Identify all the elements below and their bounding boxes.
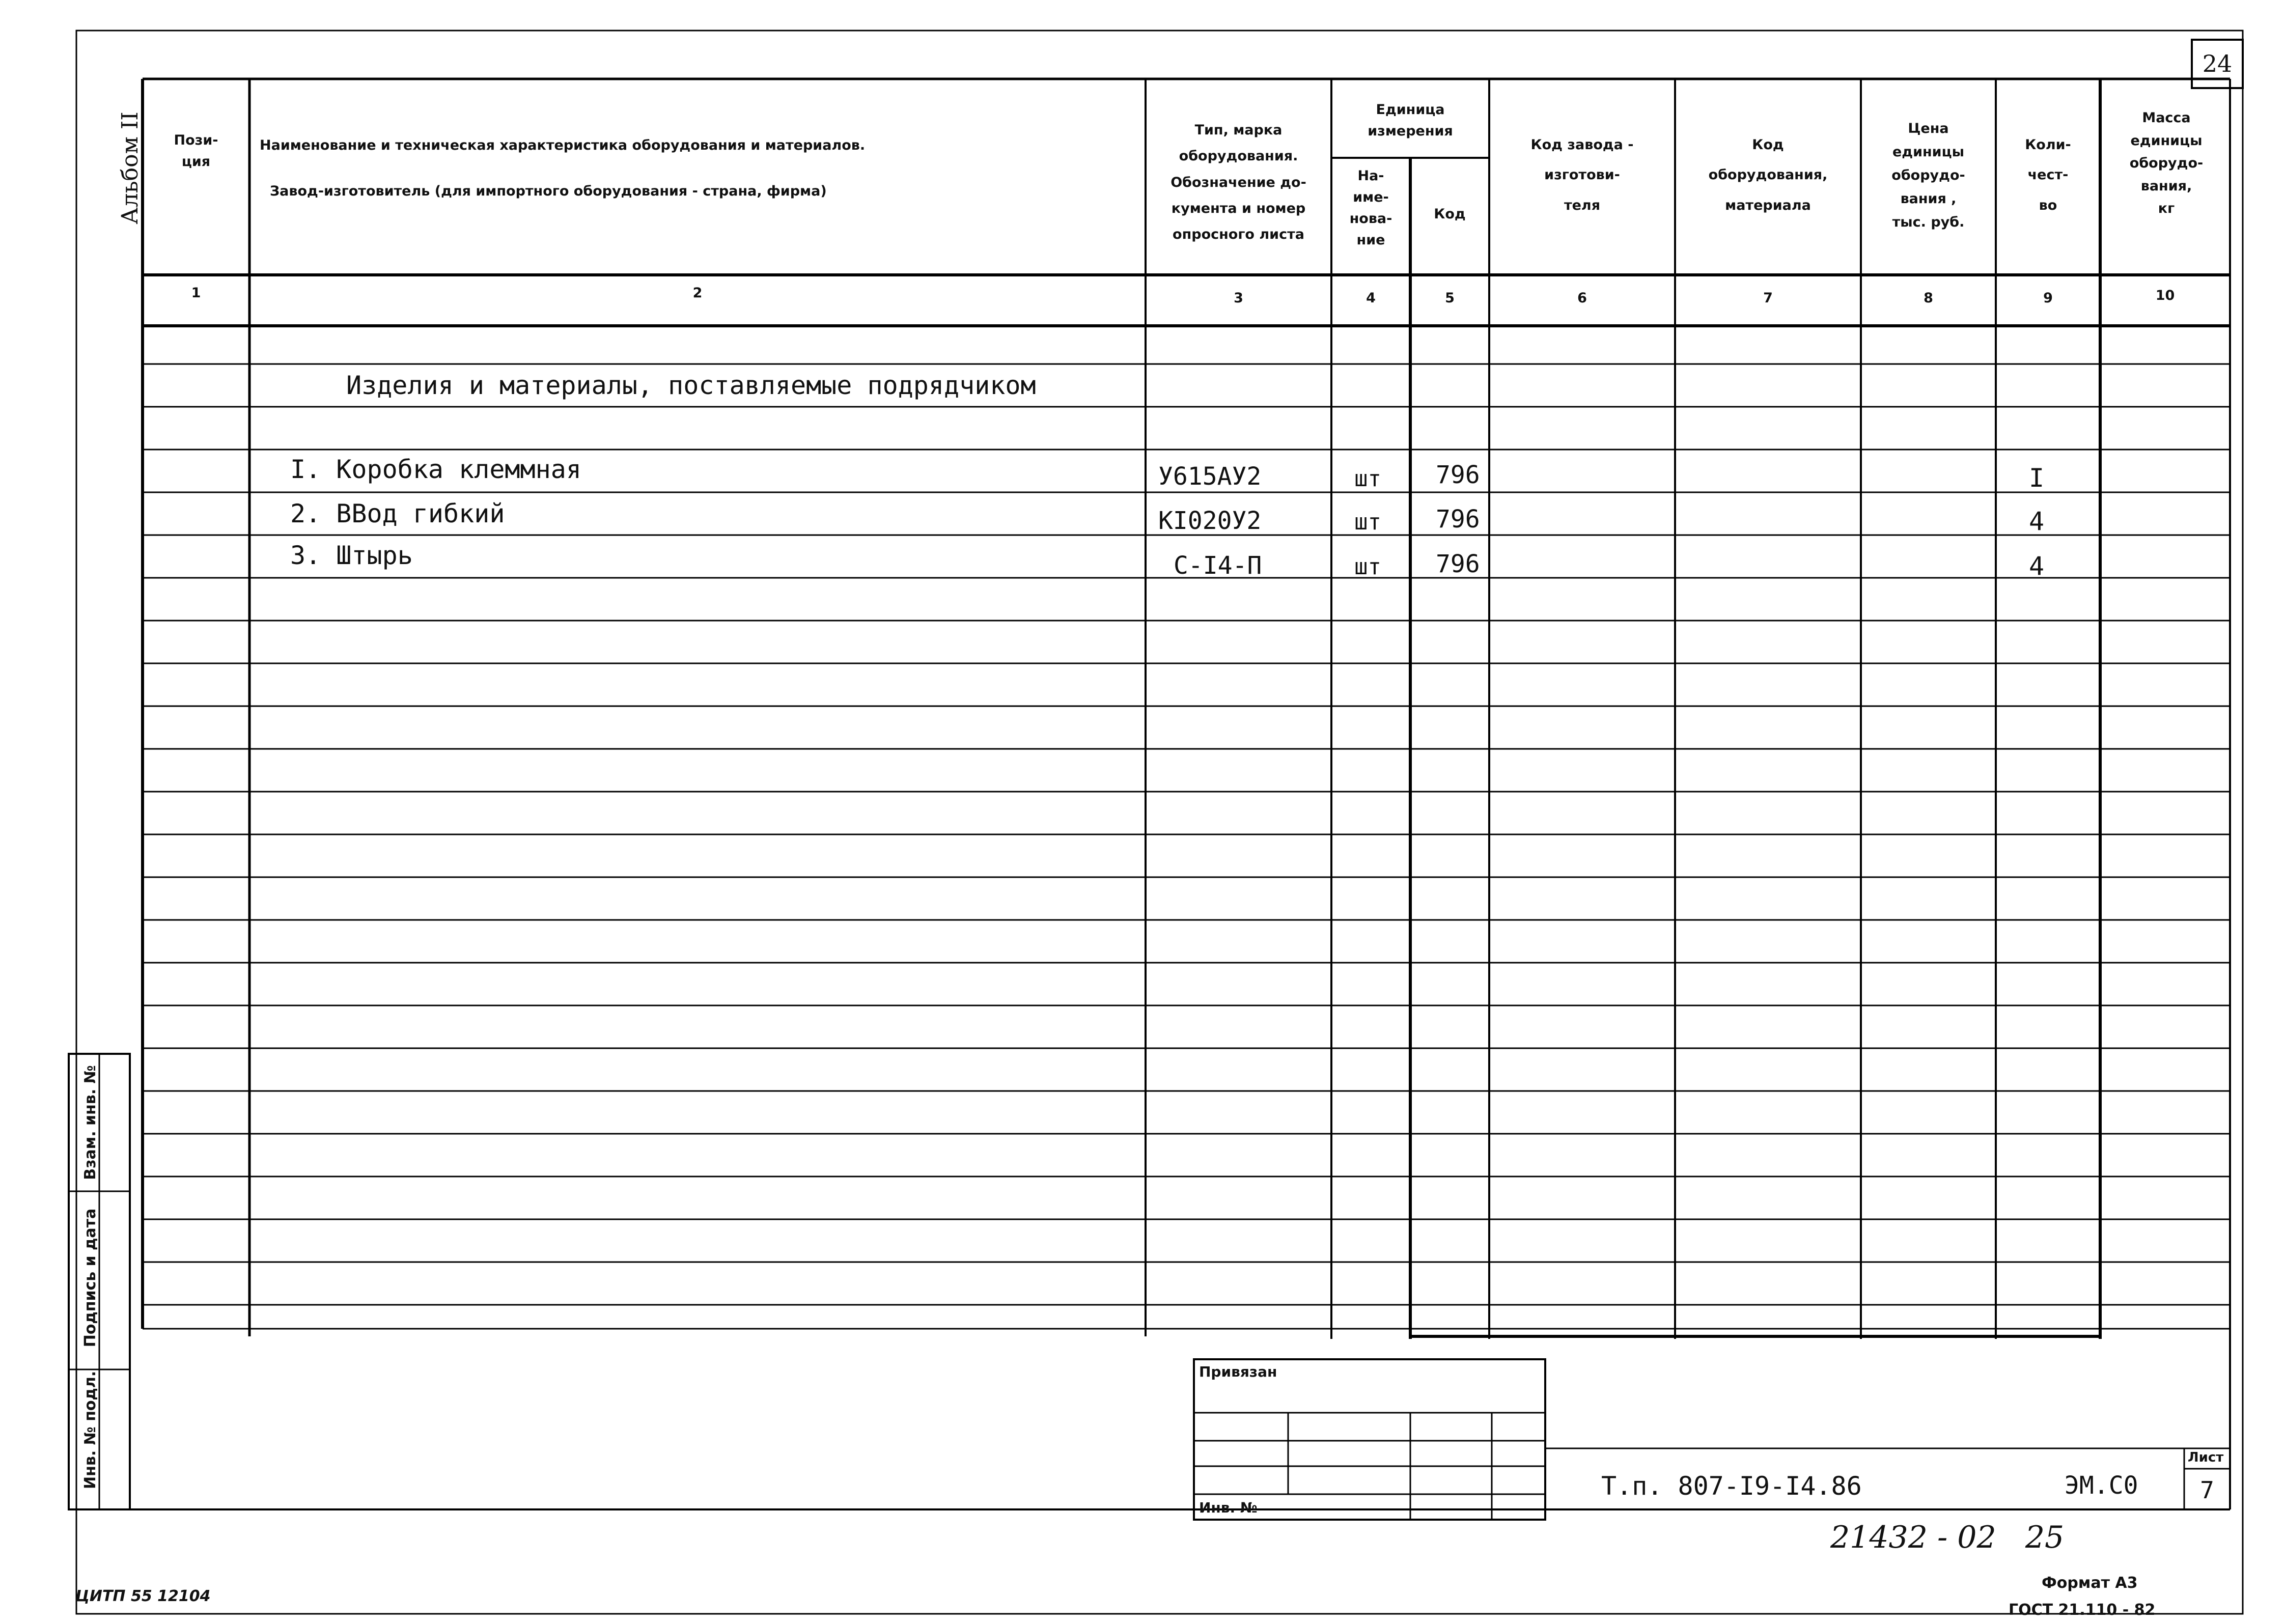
colnum-6: 6 bbox=[1577, 290, 1587, 306]
item-qty: 4 bbox=[2029, 507, 2045, 536]
item-code: 796 bbox=[1436, 550, 1480, 578]
stamp-inv-no: Инв. № bbox=[1199, 1499, 1258, 1516]
colnum-2: 2 bbox=[692, 285, 703, 301]
item-name: 3. Штырь bbox=[290, 541, 413, 570]
format-label: Формат А3 bbox=[2042, 1574, 2138, 1592]
item-qty: I bbox=[2029, 463, 2045, 493]
section-title: Изделия и материалы, поставляемые подрядчиком bbox=[346, 371, 1036, 400]
footer-citp: ЦИТП 55 12104 bbox=[75, 1587, 211, 1605]
header-type: Тип, марка оборудования. Обозначение до- кумента и номер опросного листа bbox=[1171, 122, 1306, 243]
header-quantity: Коли- чест- во bbox=[2025, 137, 2071, 213]
header-unit-name: На- име- нова- ние bbox=[1349, 168, 1392, 248]
item-code: 796 bbox=[1436, 505, 1480, 534]
header-equipment-code: Код оборудования, материала bbox=[1708, 137, 1828, 213]
colnum-8: 8 bbox=[1924, 290, 1933, 306]
item-unit: шт bbox=[1354, 466, 1381, 492]
header-name-line2: Завод-изготовитель (для импортного оборудования - страна, фирма) bbox=[270, 183, 827, 199]
item-qty: 4 bbox=[2029, 551, 2045, 581]
gost-label: ГОСТ 21.110 - 82 bbox=[2009, 1601, 2156, 1619]
document-designation: Т.п. 807-I9-I4.86 bbox=[1601, 1471, 1862, 1501]
document-code: ЭМ.С0 bbox=[2065, 1471, 2138, 1500]
colnum-1: 1 bbox=[191, 285, 201, 301]
colnum-9: 9 bbox=[2043, 290, 2053, 306]
header-factory-code: Код завода - изготови- теля bbox=[1530, 137, 1634, 213]
sheet-number: 7 bbox=[2200, 1476, 2214, 1504]
colnum-10: 10 bbox=[2155, 288, 2175, 303]
header-unit-group: Единица измерения bbox=[1368, 102, 1453, 139]
album-label: Альбом II bbox=[117, 111, 143, 225]
item-type: С-I4-П bbox=[1174, 551, 1262, 580]
side-label-vzam-inv: Взам. инв. № bbox=[81, 1065, 99, 1180]
header-mass: Масса единицы оборудо- вания, кг bbox=[2129, 110, 2204, 217]
side-label-inv-podl: Инв. № подл. bbox=[81, 1370, 99, 1489]
page-number: 24 bbox=[2202, 50, 2233, 77]
colnum-4: 4 bbox=[1366, 290, 1376, 306]
header-price: Цена единицы оборудо- вания , тыс. руб. bbox=[1891, 121, 1965, 230]
item-unit: шт bbox=[1354, 509, 1381, 535]
item-type: КI020У2 bbox=[1158, 507, 1262, 535]
stamp-privyazan: Привязан bbox=[1199, 1363, 1277, 1380]
colnum-5: 5 bbox=[1445, 290, 1455, 306]
handwritten-number: 21432 - 02 25 bbox=[1830, 1520, 2065, 1555]
colnum-7: 7 bbox=[1763, 290, 1773, 306]
item-name: I. Коробка клеммная bbox=[290, 455, 581, 484]
side-label-podpis-data: Подпись и дата bbox=[81, 1208, 99, 1348]
item-name: 2. ВВод гибкий bbox=[290, 499, 505, 528]
item-code: 796 bbox=[1436, 461, 1480, 489]
item-type: У615АУ2 bbox=[1158, 462, 1262, 491]
header-position: Пози- ция bbox=[174, 132, 218, 170]
colnum-3: 3 bbox=[1234, 290, 1243, 306]
header-name-line1: Наименование и техническая характеристика оборудования и материалов. bbox=[260, 137, 866, 153]
header-unit-code: Код bbox=[1434, 206, 1466, 222]
item-unit: шт bbox=[1354, 554, 1381, 580]
sheet-label: Лист bbox=[2188, 1450, 2224, 1465]
